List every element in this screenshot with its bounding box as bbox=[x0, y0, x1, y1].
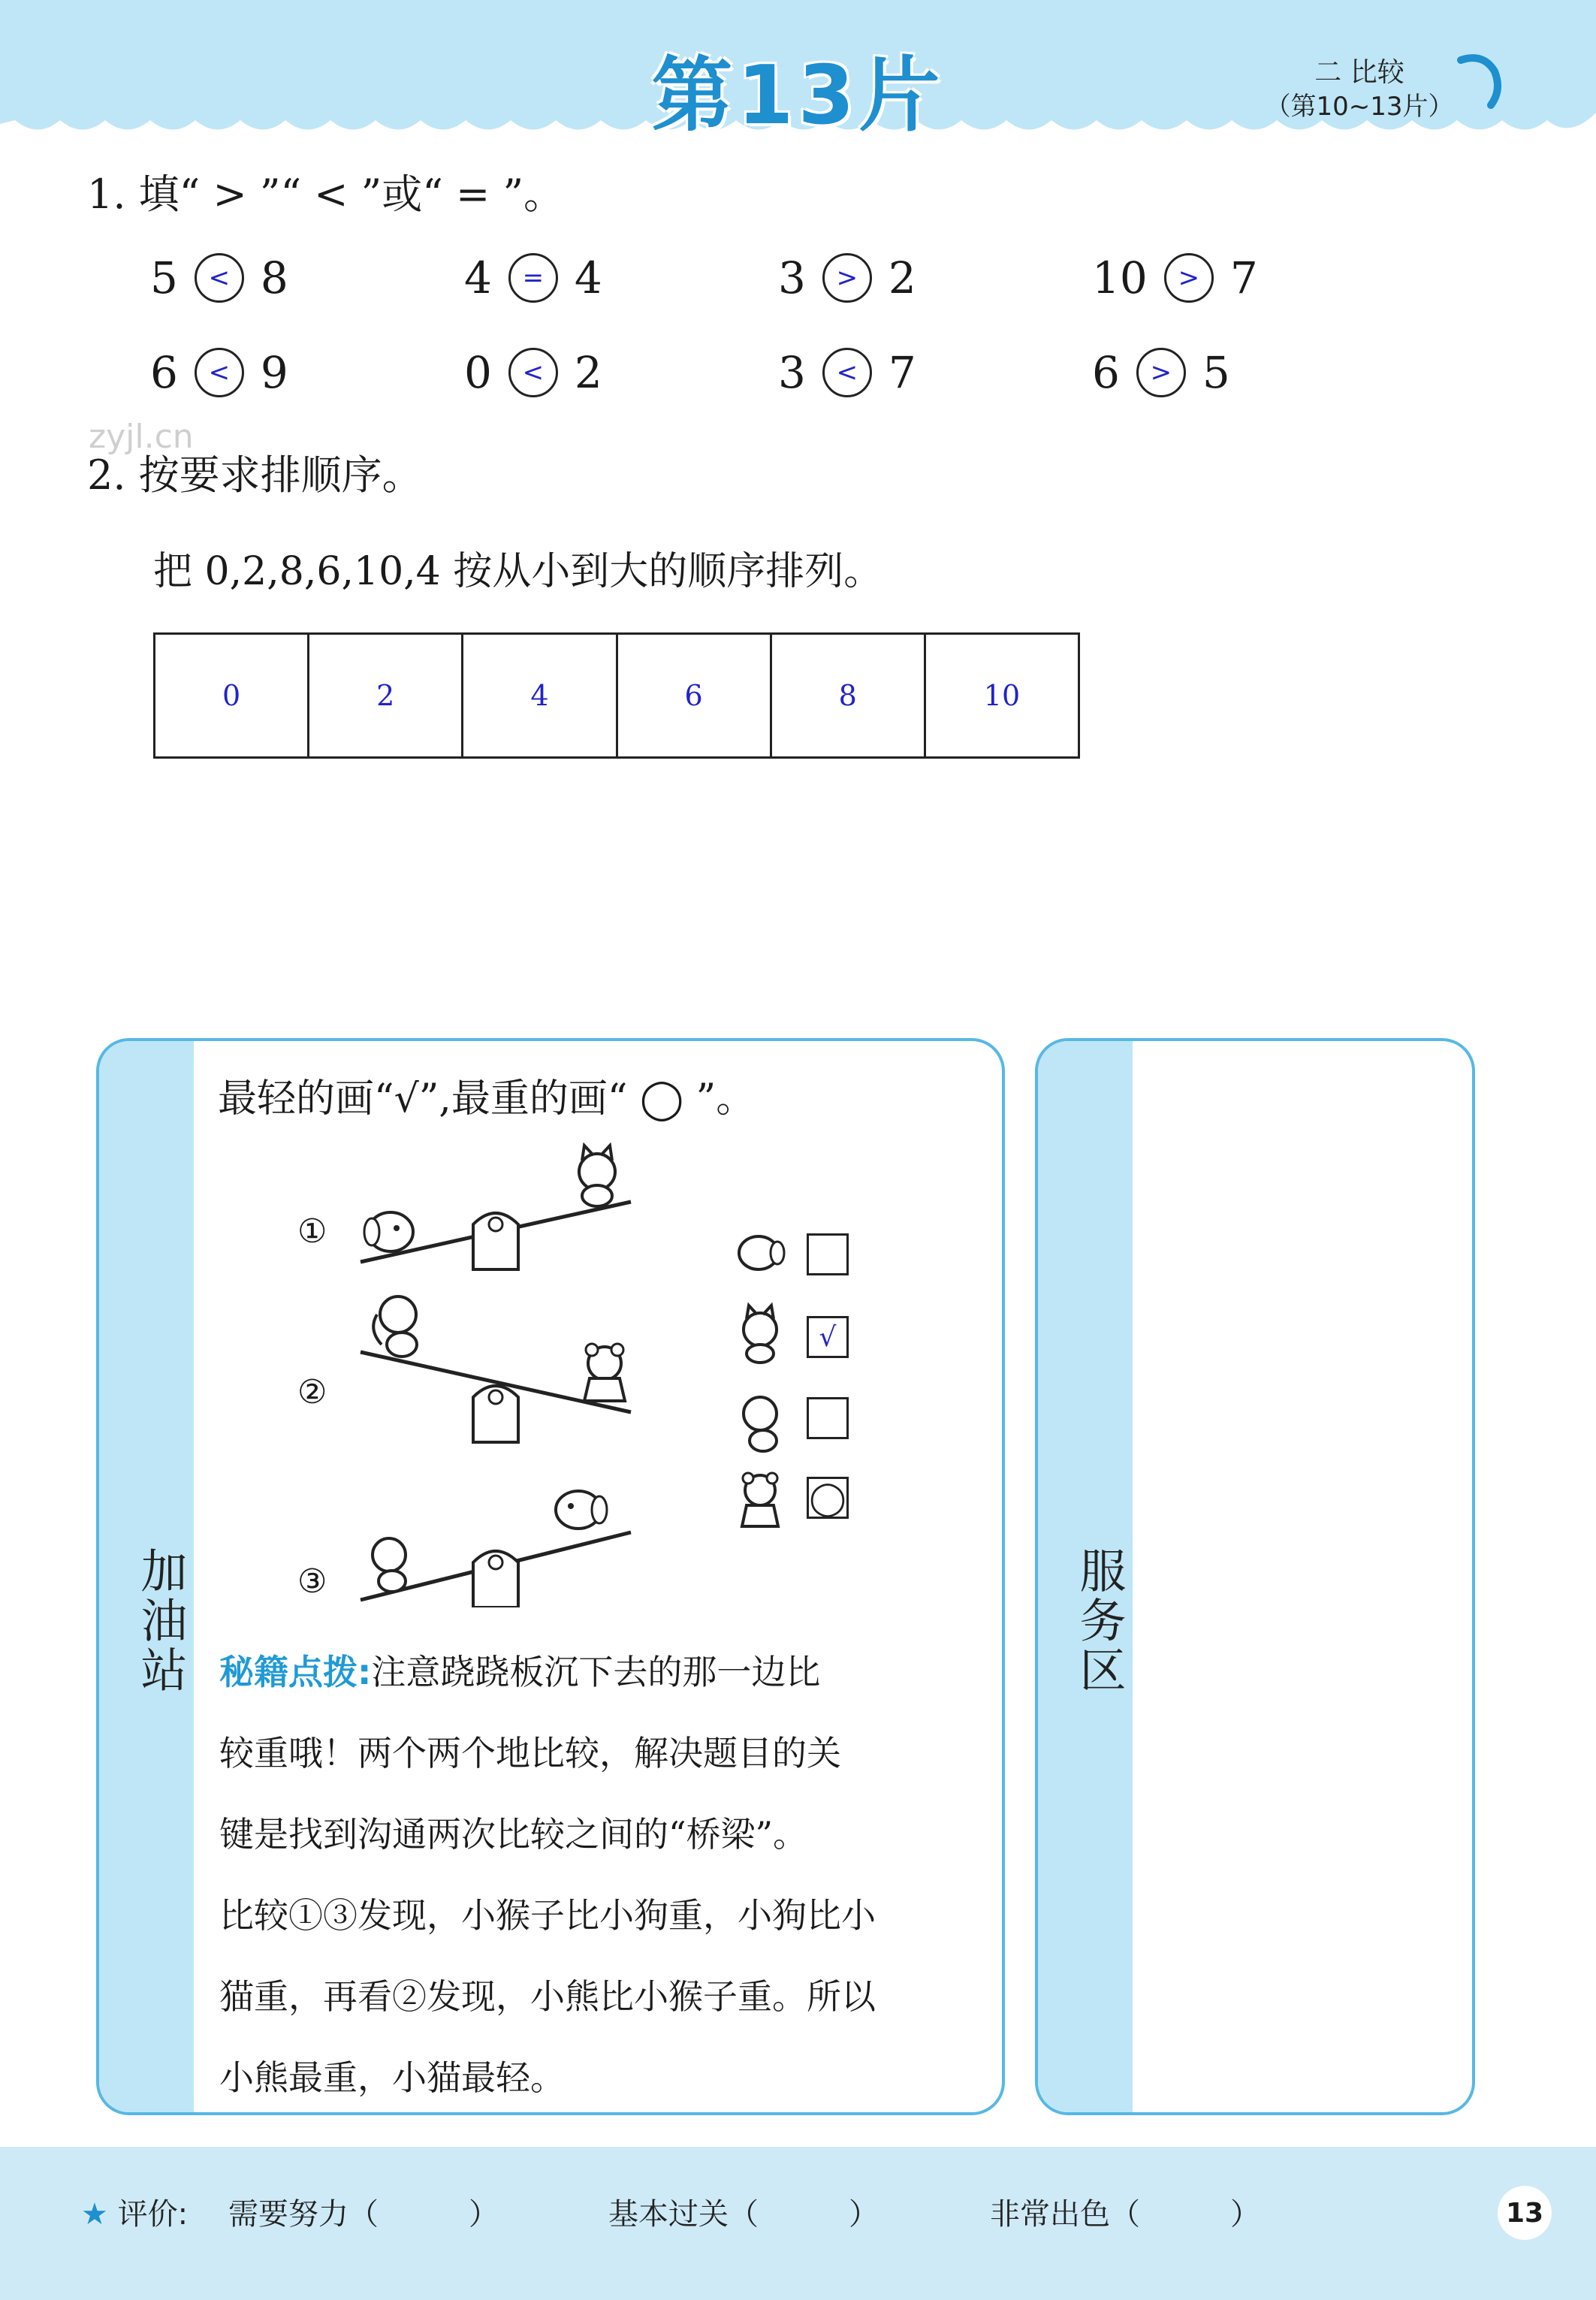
answer-circle[interactable]: < bbox=[508, 348, 558, 397]
tip-line: 小熊最重，小猫最轻。 bbox=[219, 2057, 565, 2098]
tip-line: 猫重，再看②发现，小熊比小猴子重。所以 bbox=[219, 1976, 876, 2017]
tip-line: 较重哦！两个两个地比较，解决题目的关 bbox=[219, 1733, 841, 1773]
number: 10 bbox=[1092, 252, 1148, 303]
dog-icon bbox=[364, 1212, 413, 1251]
star-icon: ★ bbox=[81, 2197, 108, 2232]
number: 6 bbox=[150, 347, 178, 398]
monkey-icon bbox=[373, 1538, 406, 1592]
rating-label: 评价: bbox=[117, 2197, 189, 2232]
number: 6 bbox=[1092, 347, 1120, 398]
answer-circle[interactable]: < bbox=[195, 253, 244, 303]
answer-circle[interactable]: > bbox=[1136, 348, 1186, 397]
tip-line: 比较①③发现，小猴子比小狗重，小狗比小 bbox=[219, 1895, 876, 1936]
bonus-question: 最轻的画“√”,最重的画“ ◯ ”。 bbox=[218, 1076, 756, 1121]
tip-label: 秘籍点拨: bbox=[219, 1652, 372, 1692]
bonus-side-label: 加油站 bbox=[99, 1041, 194, 2115]
compare-item bbox=[778, 347, 916, 398]
cat-icon bbox=[579, 1145, 615, 1206]
seesaw-1 bbox=[361, 1145, 631, 1269]
compare-item bbox=[150, 347, 288, 398]
number: 7 bbox=[888, 347, 916, 398]
compare-item bbox=[150, 252, 288, 303]
compare-item bbox=[1092, 252, 1258, 303]
answer-cell[interactable]: 6 bbox=[618, 635, 772, 756]
answer-cell[interactable]: 8 bbox=[772, 635, 926, 756]
question-2-instruction: 把 0,2,8,6,10,4 按从小到大的顺序排列。 bbox=[153, 549, 883, 594]
bear-icon bbox=[584, 1344, 625, 1401]
compare-item bbox=[464, 252, 602, 303]
rating-option-2[interactable]: 基本过关（ ） bbox=[608, 2197, 879, 2232]
marker-1: ① bbox=[297, 1212, 327, 1251]
number: 2 bbox=[888, 252, 916, 303]
choice-box-monkey[interactable] bbox=[807, 1397, 849, 1439]
number: 8 bbox=[260, 252, 288, 303]
number: 2 bbox=[574, 347, 602, 398]
choice-box-cat[interactable]: √ bbox=[807, 1316, 849, 1358]
choice-box-bear[interactable]: ◯ bbox=[807, 1477, 849, 1519]
answer-cell[interactable]: 0 bbox=[155, 635, 309, 756]
compare-item bbox=[1092, 347, 1230, 398]
monkey-icon bbox=[744, 1397, 777, 1451]
number: 4 bbox=[574, 252, 602, 303]
answer-cell[interactable]: 2 bbox=[309, 635, 463, 756]
cat-icon bbox=[744, 1305, 777, 1363]
tip-block bbox=[219, 1631, 978, 2118]
number: 4 bbox=[464, 252, 492, 303]
page-number: 13 bbox=[1498, 2186, 1552, 2240]
answer-circle[interactable]: > bbox=[822, 253, 872, 303]
seesaw-2 bbox=[361, 1296, 631, 1442]
answer-circle[interactable]: > bbox=[1164, 253, 1214, 303]
compare-item bbox=[464, 347, 602, 398]
answer-circle[interactable]: < bbox=[195, 348, 244, 397]
marker-2: ② bbox=[297, 1373, 327, 1411]
tip-text: 注意跷跷板沉下去的那一边比 bbox=[371, 1652, 821, 1692]
number: 5 bbox=[1202, 347, 1230, 398]
marker-3: ③ bbox=[297, 1562, 327, 1601]
question-2-title: 2. 按要求排顺序。 bbox=[87, 451, 423, 499]
number: 3 bbox=[778, 252, 806, 303]
tip-line bbox=[219, 1631, 978, 1713]
compare-item bbox=[778, 252, 916, 303]
monkey-icon bbox=[373, 1296, 417, 1357]
answer-cell[interactable]: 4 bbox=[463, 635, 617, 756]
page-title: 第13片 bbox=[651, 49, 945, 143]
number: 3 bbox=[778, 347, 806, 398]
dog-icon bbox=[739, 1236, 784, 1269]
answer-circle[interactable]: = bbox=[508, 253, 558, 303]
rating-option-1[interactable]: 需要努力（ ） bbox=[228, 2197, 499, 2232]
unit-label: 二 比较 bbox=[1314, 57, 1404, 88]
footer-rating bbox=[81, 2190, 188, 2233]
number: 9 bbox=[260, 347, 288, 398]
rating-option-3[interactable]: 非常出色（ ） bbox=[990, 2197, 1260, 2232]
unit-range: （第10~13片） bbox=[1265, 92, 1454, 122]
bear-icon bbox=[742, 1473, 778, 1526]
tip-line: 键是找到沟通两次比较之间的“桥梁”。 bbox=[219, 1814, 808, 1855]
question-1-title: 1. 填“ > ”“ < ”或“ = ”。 bbox=[87, 171, 565, 218]
watermark: zyjl.cn bbox=[89, 418, 194, 456]
answer-cell[interactable]: 10 bbox=[983, 679, 1021, 712]
order-table bbox=[153, 632, 1080, 759]
choice-box-dog[interactable] bbox=[807, 1233, 849, 1275]
service-side-label: 服务区 bbox=[1038, 1041, 1133, 2115]
number: 0 bbox=[464, 347, 492, 398]
answer-circle[interactable]: < bbox=[822, 348, 872, 397]
number: 7 bbox=[1229, 252, 1258, 303]
seesaw-illustration bbox=[285, 1127, 1112, 1607]
number: 5 bbox=[150, 252, 178, 303]
seesaw-3 bbox=[361, 1491, 631, 1607]
dog-icon bbox=[556, 1491, 607, 1529]
service-box bbox=[1035, 1038, 1475, 2115]
